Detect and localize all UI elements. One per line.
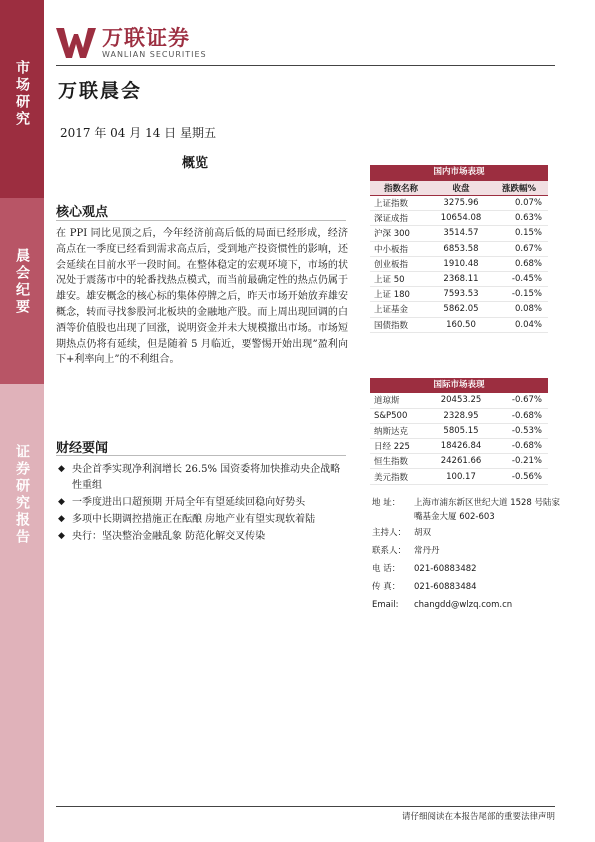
change-value: -0.21%: [490, 454, 548, 469]
index-name: S&P500: [370, 408, 432, 423]
change-value: 0.07%: [490, 196, 548, 211]
index-name: 国债指数: [370, 317, 432, 332]
contact-address-row: [372, 494, 562, 524]
change-value: -0.67%: [490, 393, 548, 408]
change-value: -0.53%: [490, 423, 548, 438]
change-value: -0.15%: [490, 287, 548, 302]
index-name: 道琼斯: [370, 393, 432, 408]
change-value: 0.63%: [490, 211, 548, 226]
footer-disclaimer: 请仔细阅读在本报告尾部的重要法律声明: [401, 812, 555, 822]
international-market-caption: 国际市场表现: [370, 378, 548, 393]
contact-phone-row: [372, 560, 562, 578]
report-title: 万联晨会: [58, 80, 143, 102]
close-value: 7593.53: [432, 287, 490, 302]
sidebar-label-market-research: 市场研究: [14, 60, 30, 128]
index-name: 上证 50: [370, 271, 432, 286]
change-value: 0.08%: [490, 302, 548, 317]
news-item: ◆ 多项中长期调控措施正在酝酿 房地产业有望实现软着陆: [58, 512, 350, 528]
close-value: 5805.15: [432, 423, 490, 438]
contact-label: 主持人：: [372, 528, 407, 538]
contact-person-row: [372, 542, 562, 560]
table-row: [370, 287, 548, 302]
table-header-row: [370, 181, 548, 196]
table-row: [370, 393, 548, 408]
wanlian-logo-icon: [56, 26, 96, 60]
contact-person: 常丹丹: [414, 546, 440, 556]
close-value: 10654.08: [432, 211, 490, 226]
table-row: [370, 226, 548, 241]
contact-email-row: [372, 596, 562, 614]
overview-heading: 概览: [182, 156, 209, 171]
index-name: 纳斯达克: [370, 423, 432, 438]
finance-news-divider: [56, 455, 346, 456]
core-view-text: 在 PPI 同比见顶之后，今年经济前高后低的局面已经形成，经济高点在一季度已经看到需求高点后，受到地产投资惯性的影响，还会延续在目前水平一段时间。在整体稳定的宏观环境下，市场的状况处于震荡市中的轮番找热点模式，而当前最确定性的热点仍属于雄安。雄安概念的核心标的集体停牌之后，昨天市场开始放弃雄安概念，转而寻找参股河北板块的金融地产股。而上周出现回调的白酒等价值股也出现了回涨，说明资金并未大规模撤出市场。市场短期热点仍将有延续，但是随着 5 月临近，要警惕开始出现”盈利向下+利率向上”的不利组合。: [56, 228, 348, 366]
news-item: ◆ 央企首季实现净利润增长 26.5% 国资委将加快推动央企战略性重组: [58, 462, 350, 493]
contact-host: 胡双: [414, 528, 432, 538]
contact-email[interactable]: changdd@wlzq.com.cn: [414, 600, 513, 610]
change-value: 0.67%: [490, 241, 548, 256]
sidebar-band-securities-report: [0, 384, 44, 842]
domestic-market-caption: 国内市场表现: [370, 165, 548, 180]
index-name: 日经 225: [370, 439, 432, 454]
contact-block: [372, 494, 562, 614]
report-date: 2017 年 04 月 14 日 星期五: [60, 126, 216, 140]
close-value: 100.17: [432, 469, 490, 484]
header-index-name: 指数名称: [370, 181, 432, 196]
close-value: 20453.25: [432, 393, 490, 408]
header-change: 涨跌幅%: [490, 181, 548, 196]
change-value: 0.15%: [490, 226, 548, 241]
close-value: 18426.84: [432, 439, 490, 454]
index-name: 上证基金: [370, 302, 432, 317]
domestic-market-table: [370, 165, 548, 333]
brand-logo: [56, 26, 207, 60]
table-row: [370, 196, 548, 211]
index-name: 创业板指: [370, 256, 432, 271]
core-view-divider: [56, 220, 346, 221]
brand-name-en: WANLIAN SECURITIES: [102, 50, 207, 59]
table-row: [370, 256, 548, 271]
sidebar-label-morning-meeting: 晨会纪要: [14, 248, 30, 316]
change-value: -0.68%: [490, 408, 548, 423]
header-close: 收盘: [432, 181, 490, 196]
close-value: 5862.05: [432, 302, 490, 317]
index-name: 上证 180: [370, 287, 432, 302]
index-name: 深证成指: [370, 211, 432, 226]
table-row: [370, 439, 548, 454]
brand-name-cn: 万联证券: [102, 26, 190, 50]
index-name: 美元指数: [370, 469, 432, 484]
table-row: [370, 241, 548, 256]
finance-news-heading: 财经要闻: [56, 441, 109, 456]
news-item: ◆ 央行：坚决整治金融乱象 防范化解交叉传染: [58, 529, 350, 545]
change-value: -0.45%: [490, 271, 548, 286]
contact-label: 电 话：: [372, 564, 401, 574]
table-row: [370, 454, 548, 469]
close-value: 6853.58: [432, 241, 490, 256]
index-name: 中小板指: [370, 241, 432, 256]
contact-label: 地 址：: [372, 498, 401, 508]
contact-label: Email:: [372, 600, 399, 610]
close-value: 160.50: [432, 317, 490, 332]
change-value: 0.04%: [490, 317, 548, 332]
change-value: 0.68%: [490, 256, 548, 271]
contact-label: 联系人：: [372, 546, 407, 556]
contact-fax-row: [372, 578, 562, 596]
international-market-table: [370, 378, 548, 485]
table-row: [370, 469, 548, 484]
sidebar-band-morning-meeting: [0, 198, 44, 384]
footer-divider: [56, 806, 555, 807]
contact-address: 上海市浦东新区世纪大道 1528 号陆家嘴基金大厦 602-603: [414, 498, 561, 522]
contact-label: 传 真：: [372, 582, 401, 592]
finance-news-list: [58, 462, 350, 546]
table-row: [370, 271, 548, 286]
table-row: [370, 317, 548, 332]
close-value: 2328.95: [432, 408, 490, 423]
core-view-heading: 核心观点: [56, 205, 109, 220]
close-value: 3275.96: [432, 196, 490, 211]
contact-fax: 021-60883484: [414, 582, 477, 592]
header-divider: [56, 65, 555, 66]
index-name: 沪深 300: [370, 226, 432, 241]
change-value: -0.56%: [490, 469, 548, 484]
change-value: -0.68%: [490, 439, 548, 454]
close-value: 3514.57: [432, 226, 490, 241]
index-name: 上证指数: [370, 196, 432, 211]
sidebar-band-market-research: [0, 0, 44, 198]
table-row: [370, 408, 548, 423]
index-name: 恒生指数: [370, 454, 432, 469]
news-item: ◆ 一季度进出口超预期 开局全年有望延续回稳向好势头: [58, 495, 350, 511]
table-row: [370, 423, 548, 438]
contact-host-row: [372, 524, 562, 542]
close-value: 24261.66: [432, 454, 490, 469]
close-value: 2368.11: [432, 271, 490, 286]
table-row: [370, 302, 548, 317]
sidebar-label-securities-report: 证券研究报告: [14, 444, 30, 546]
close-value: 1910.48: [432, 256, 490, 271]
contact-phone: 021-60883482: [414, 564, 477, 574]
table-row: [370, 211, 548, 226]
